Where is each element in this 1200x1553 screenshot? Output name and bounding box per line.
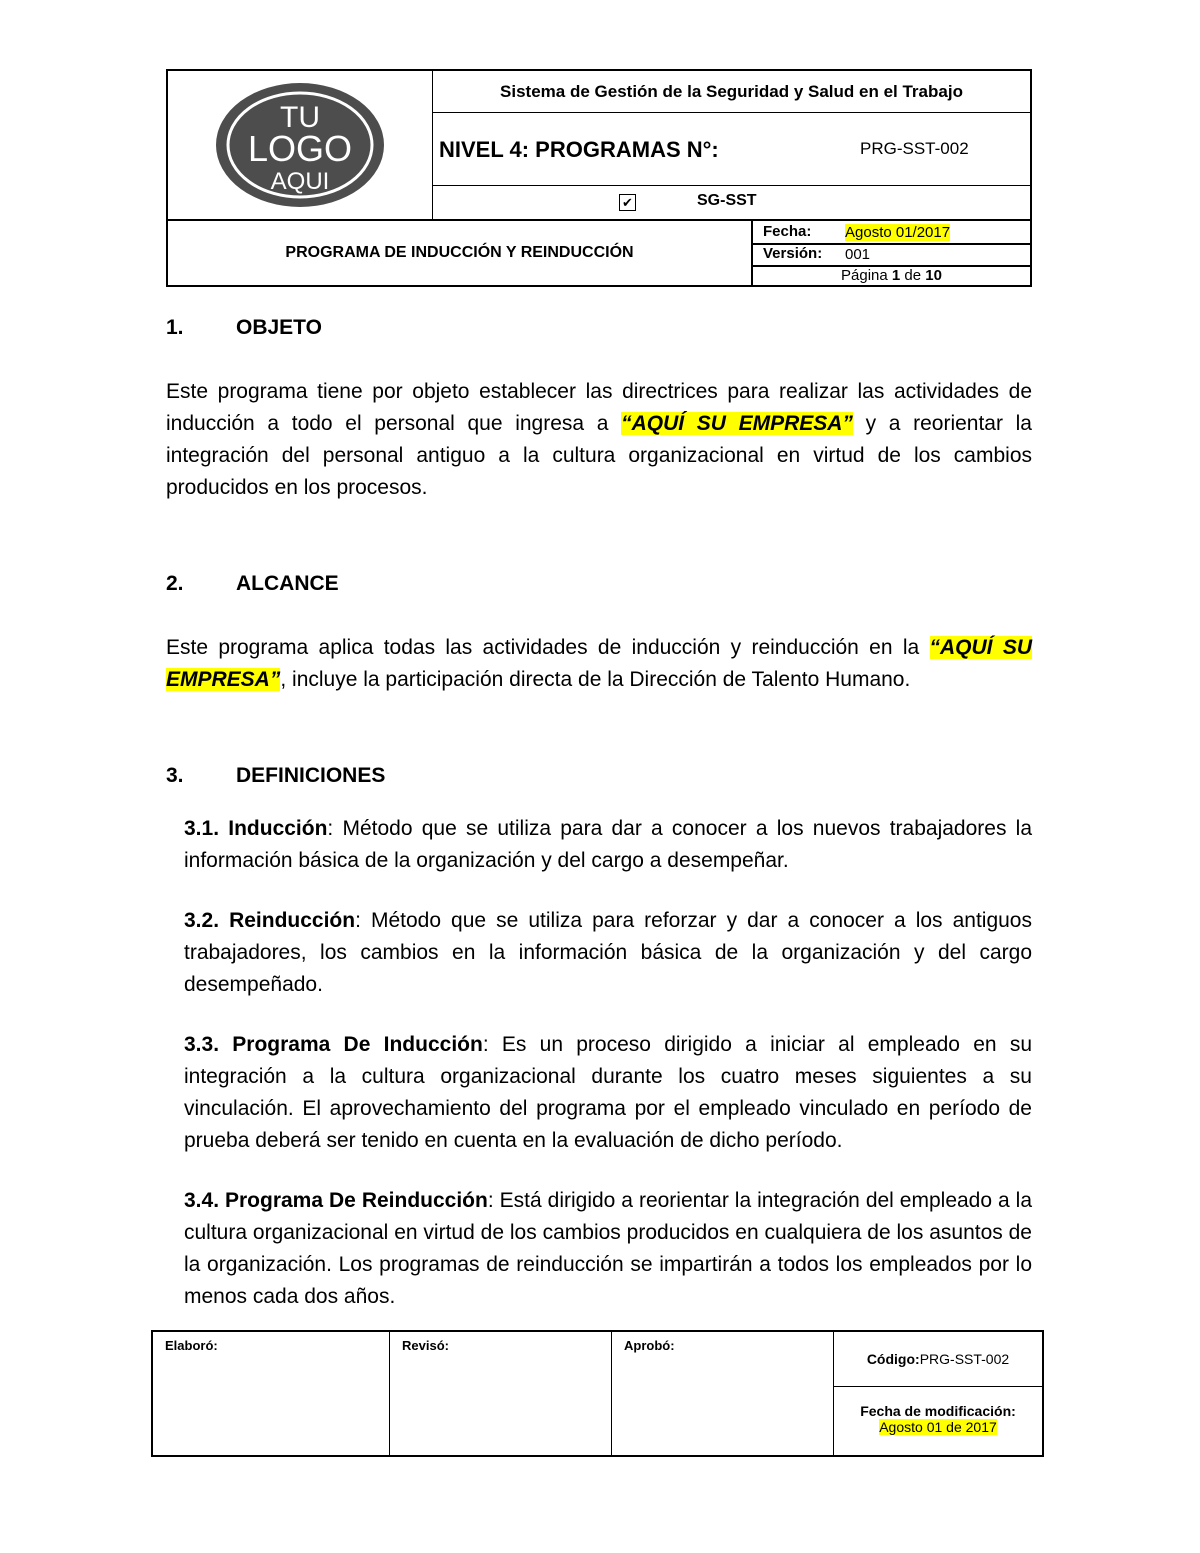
definitions-list: [184, 813, 1032, 1313]
fecha-label: Fecha:: [763, 223, 812, 240]
fecha-modificacion-row: [834, 1387, 1042, 1455]
section-heading-alcance: 2. ALCANCE: [166, 572, 339, 595]
fecha-modificacion-value: Agosto 01 de 2017: [879, 1419, 997, 1435]
section-heading-objeto: 1. OBJETO: [166, 316, 322, 339]
definition-item: 3.4. Programa De Reinducción: Está dirigido a reorientar la integración del empleado a la cultura organizacional en virtud de los cambios producidos en cualquiera de los asuntos de la organización. Los programas de reinducción se impartirán a todos los empleados por lo menos cada dos años.: [184, 1189, 1032, 1308]
document-meta: [753, 221, 1030, 285]
aprobo-cell: [612, 1332, 834, 1455]
definition-item: 3.1. Inducción: Método que se utiliza para dar a conocer a los nuevos trabajadores la información básica de la organización y del cargo a desempeñar.: [184, 817, 1032, 872]
page-indicator: Página 1 de 10: [841, 267, 942, 284]
document-header-table: [166, 69, 1032, 287]
codigo-row: Código: PRG-SST-002: [834, 1332, 1042, 1387]
version-label: Versión:: [763, 245, 823, 262]
aprobo-label: Aprobó:: [624, 1338, 675, 1353]
program-name: PROGRAMA DE INDUCCIÓN Y REINDUCCIÓN: [168, 221, 753, 285]
checkbox-check-icon: ✔: [619, 194, 636, 211]
level-label: NIVEL 4: PROGRAMAS N°:: [439, 137, 719, 162]
fecha-modificacion-label: Fecha de modificación:: [860, 1403, 1016, 1419]
definition-item: 3.3. Programa De Inducción: Es un proceso dirigido a iniciar al empleado en su integración a la cultura organizacional durante los cuatro meses siguientes a su vinculación. El aprovechamiento del programa por el empleado vinculado en período de prueba deberá ser tenido en cuenta en la evaluación de dicho período.: [184, 1033, 1033, 1152]
svg-text:AQUI: AQUI: [270, 168, 330, 195]
section-paragraph-objeto: Este programa tiene por objeto establecer las directrices para realizar las actividades de inducción a todo el personal que ingresa a “AQUÍ SU EMPRESA” y a reorientar la integración del personal antiguo a la cultura organizacional en virtud de los cambios producidos en los procesos.: [166, 380, 1032, 499]
sg-sst-row: [433, 186, 1030, 219]
company-placeholder-highlight: “AQUÍ SU EMPRESA”: [621, 412, 853, 435]
fecha-value: Agosto 01/2017: [845, 224, 951, 241]
company-placeholder-highlight: “AQUÍ SU EMPRESA”: [166, 636, 1032, 691]
reviso-cell: [390, 1332, 612, 1455]
elaboro-cell: [153, 1332, 390, 1455]
logo-cell: [168, 71, 433, 219]
definition-item: 3.2. Reinducción: Método que se utiliza para reforzar y dar a conocer a los antiguos trabajadores, los cambios en la información básica de la organización y del cargo desempeñado.: [184, 909, 1032, 996]
approval-footer-table: [151, 1330, 1044, 1457]
version-row: [753, 243, 1030, 267]
section-paragraph-alcance: Este programa aplica todas las actividades de inducción y reinducción en la “AQUÍ SU EMPRESA”, incluye la participación directa de la Dirección de Talento Humano.: [166, 636, 1032, 691]
reviso-label: Revisó:: [402, 1338, 449, 1353]
program-code: PRG-SST-002: [860, 139, 969, 158]
version-value: 001: [845, 246, 871, 263]
svg-text:LOGO: LOGO: [247, 128, 353, 169]
section-heading-definiciones: 3. DEFINICIONES: [166, 764, 386, 787]
system-title: Sistema de Gestión de la Seguridad y Salud en el Trabajo: [433, 71, 1030, 113]
document-body: [166, 312, 1032, 1313]
svg-text:TU: TU: [280, 101, 320, 134]
level-row: [433, 113, 1030, 186]
program-row: [168, 219, 1030, 285]
sg-sst-label: SG-SST: [697, 192, 757, 209]
fecha-row: [753, 221, 1030, 245]
code-cell: [834, 1332, 1042, 1455]
elaboro-label: Elaboró:: [165, 1338, 218, 1353]
company-logo-placeholder: [214, 81, 386, 209]
